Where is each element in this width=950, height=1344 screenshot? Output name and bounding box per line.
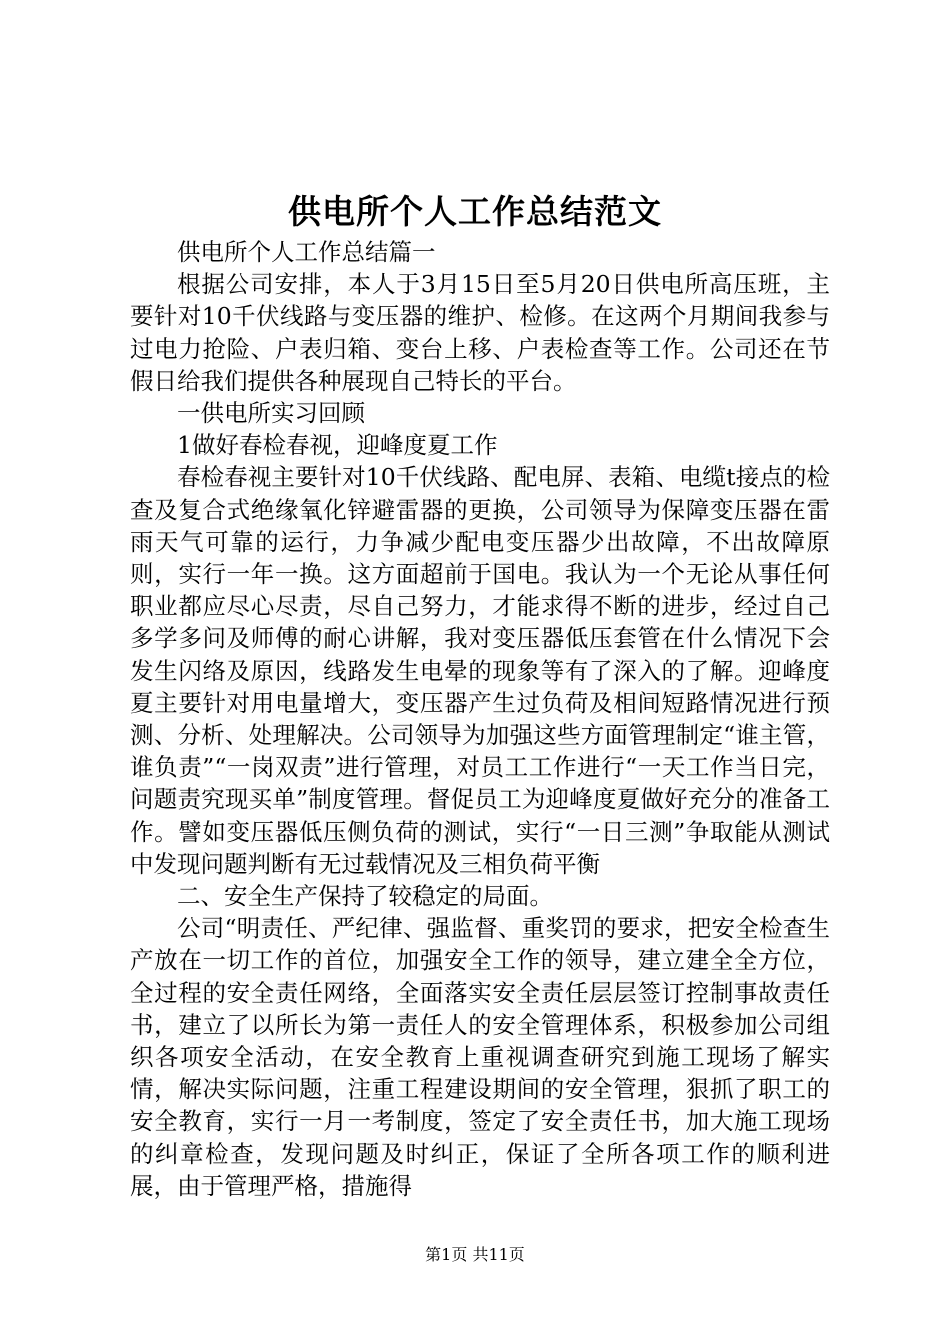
paragraph-spring-check: 春检春视主要针对10千伏线路、配电屏、表箱、电缆t接点的检查及复合式绝缘氧化锌避雷器的更换，公司领导为保障变压器在雷雨天气可靠的运行，力争减少配电变压器少出故障，不出故障原则，实行一年一换。这方面超前于国电。我认为一个无论从事任何职业都应尽心尽责，尽自己努力，才能求得不断的进步，经过自己多学多问及师傅的耐心讲解，我对变压器低压套管在什么情况下会发生闪络及原因，线路发生电晕的现象等有了深入的了解。迎峰度夏主要针对用电量增大，变压器产生过负荷及相间短路情况进行预测、分析、处理解决。公司领导为加强这些方面管理制定“谁主管，谁负责”“一岗双责”进行管理，对员工工作进行“一天工作当日完，问题责究现买单”制度管理。督促员工为迎峰度夏做好充分的准备工作。譬如变压器低压侧负荷的测试，实行“一日三测”争取能从测试中发现问题判断有无过载情况及三相负荷平衡 [130, 463, 830, 878]
paragraph-subheading-spring-check: 1做好春检春视，迎峰度夏工作 [177, 431, 498, 460]
page-number-footer: 第1页 共11页 [425, 1245, 525, 1264]
document-body [130, 236, 830, 1202]
paragraph-subheading-safety: 二、安全生产保持了较稳定的局面。 [177, 882, 553, 911]
paragraph-safety: 公司“明责任、严纪律、强监督、重奖罚的要求，把安全检查生产放在一切工作的首位，加强安全工作的领导，建立建全全方位，全过程的安全责任网络，全面落实安全责任层层签订控制事故责任书，建立了以所长为第一责任人的安全管理体系，积极参加公司组织各项安全活动，在安全教育上重视调查研究到施工现场了解实情，解决实际问题，注重工程建设期间的安全管理，狠抓了职工的安全教育，实行一月一考制度，签定了安全责任书，加大施工现场的纠章检查，发现问题及时纠正，保证了全所各项工作的顺利进展，由于管理严格，措施得 [130, 914, 830, 1200]
paragraph-subheading-review: 一供电所实习回顾 [177, 399, 365, 428]
paragraph-intro: 根据公司安排，本人于3月15日至5月20日供电所高压班，主要针对10千伏线路与变压器的维护、检修。在这两个月期间我参与过电力抢险、户表归箱、变台上移、户表检查等工作。公司还在节假日给我们提供各种展现自己特长的平台。 [130, 270, 830, 395]
paragraph-section-heading: 供电所个人工作总结篇一 [177, 238, 436, 266]
document-title: 供电所个人工作总结范文 [288, 192, 662, 231]
